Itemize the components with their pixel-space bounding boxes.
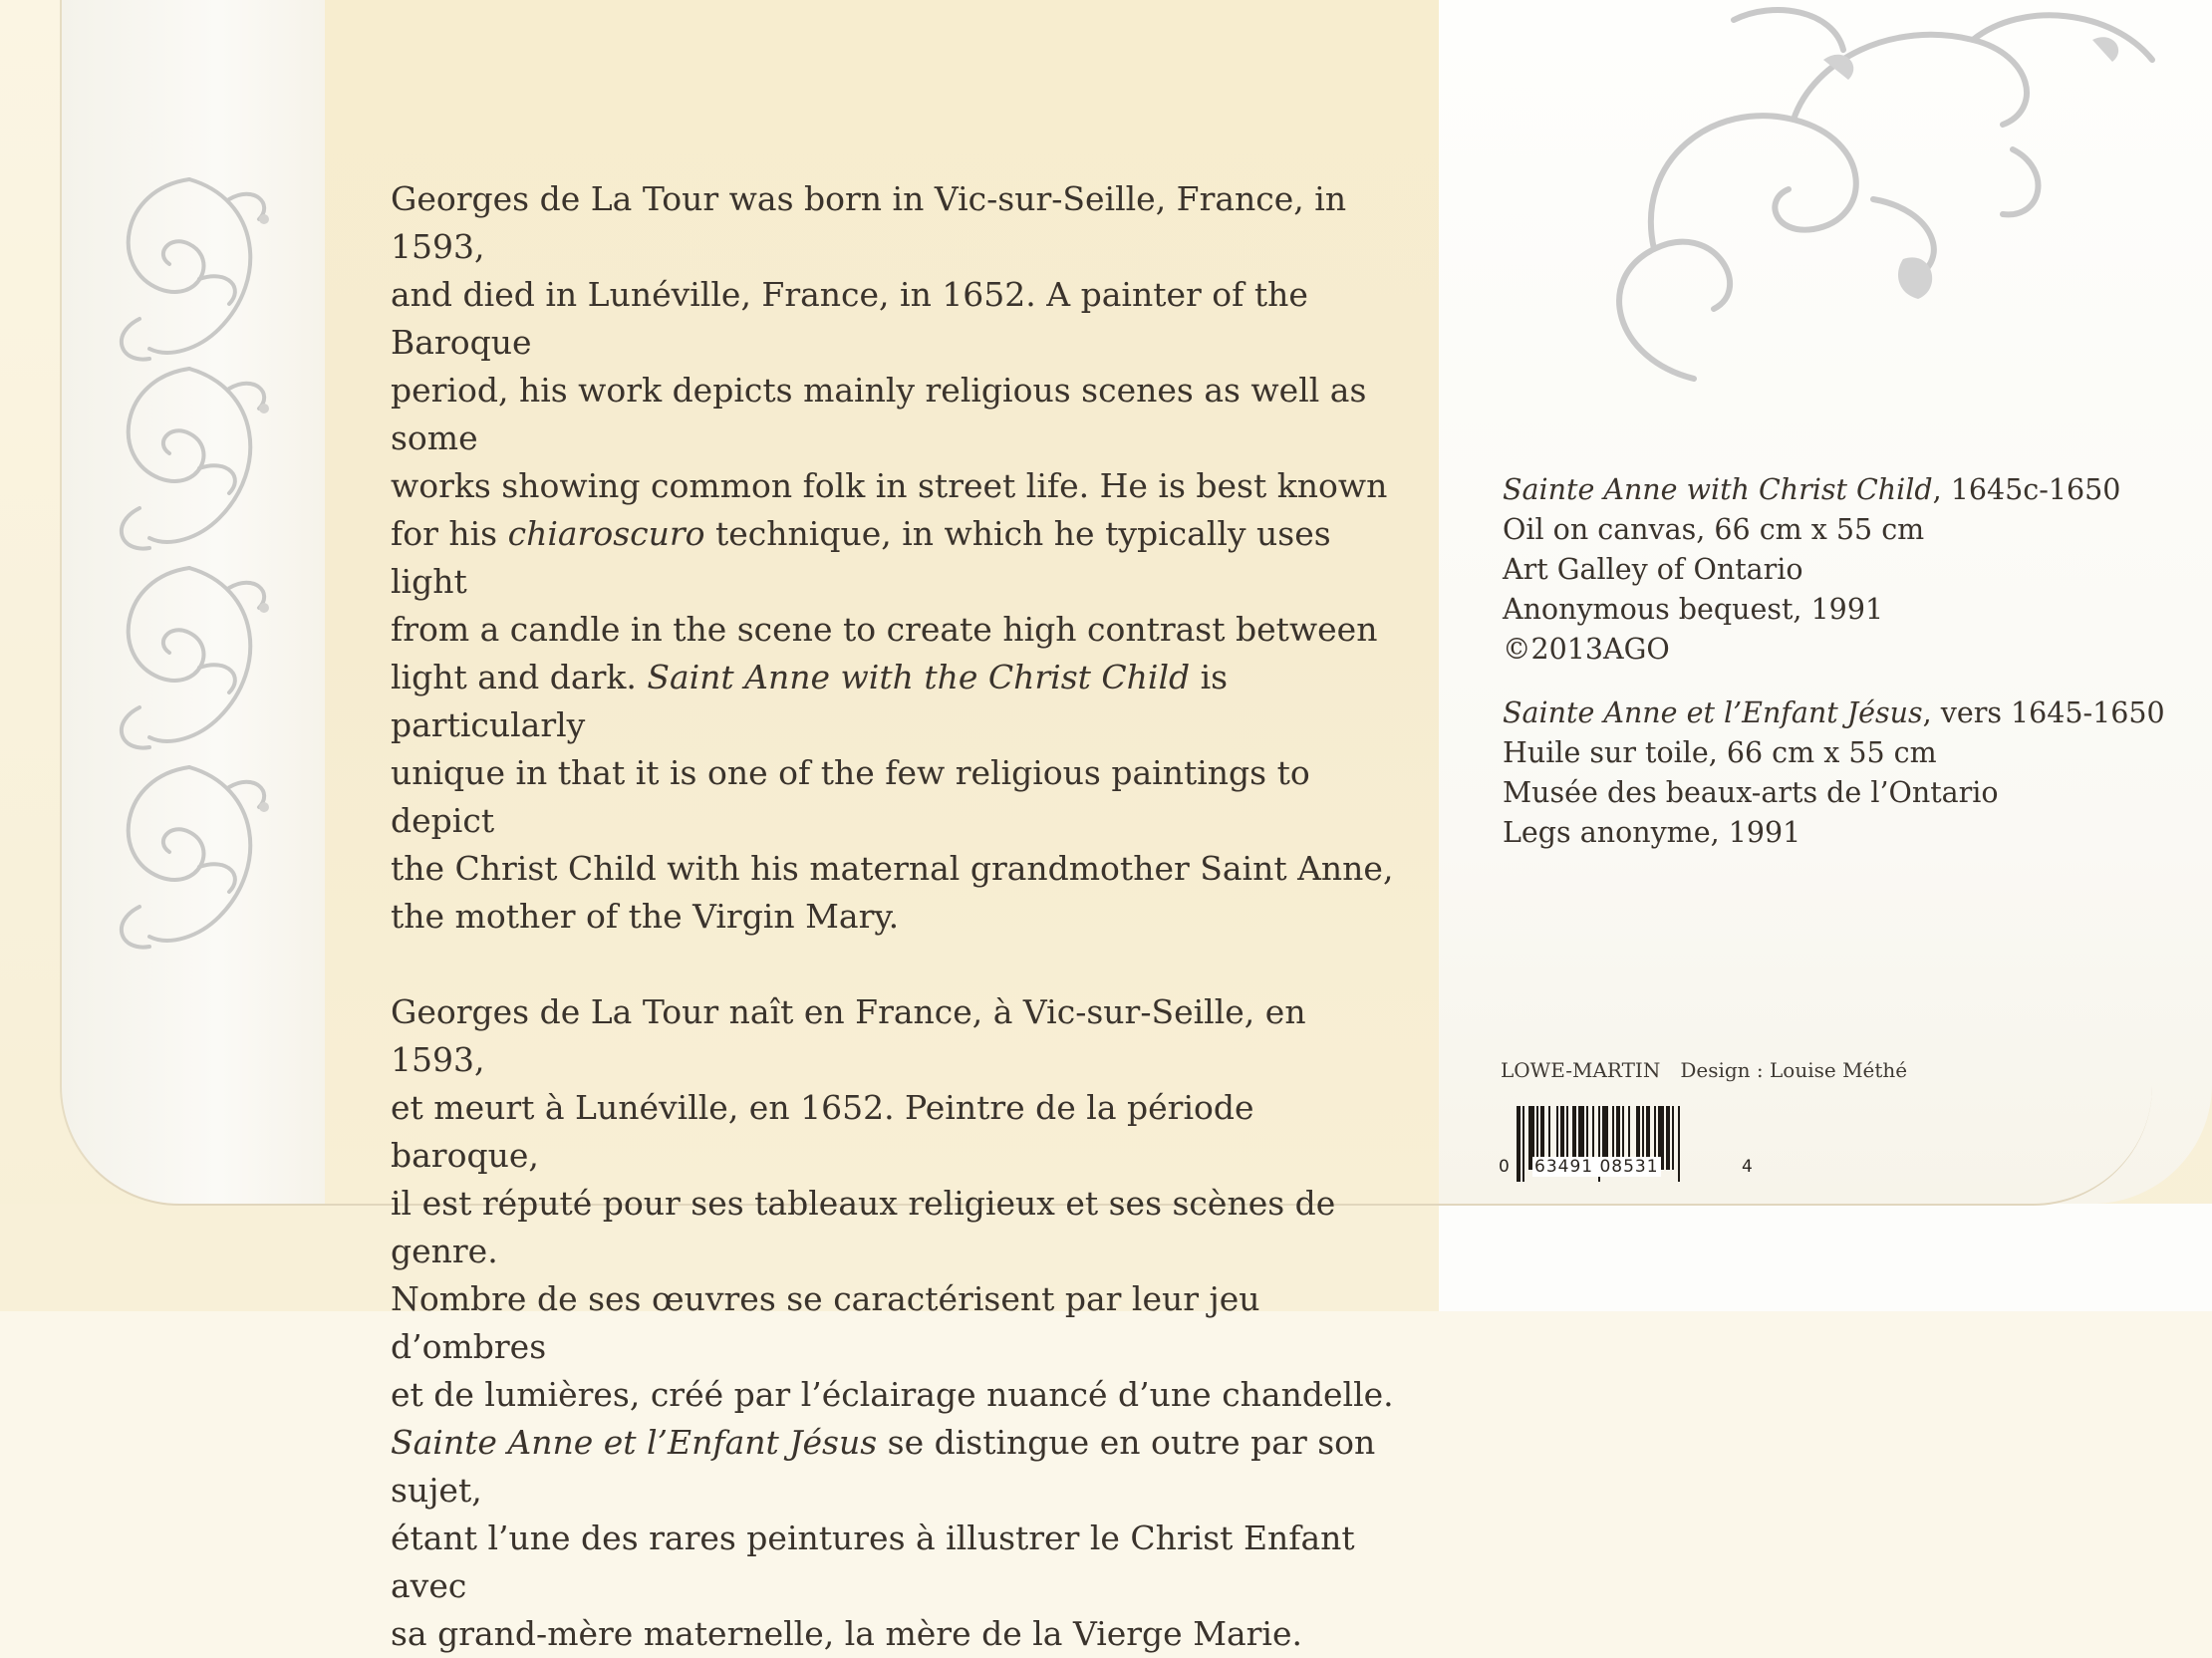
text-run-italic: Saint Anne with the Christ Child <box>647 658 1191 696</box>
barcode-bar <box>1672 1106 1674 1170</box>
designer-credit: Design : Louise Méthé <box>1680 1058 1908 1082</box>
text-run: technique, in which he typically uses light from a candle in the scene to create high contrast between light and dark. <box>391 514 1378 696</box>
text-run: se distingue en outre par son sujet, étant l’une des rares peintures à illustrer le Christ Enfant avec sa grand-mère maternelle, la mère de la Vierge Marie. <box>391 1423 1376 1653</box>
description-english <box>391 175 1397 941</box>
barcode-middle-digits: 63491 08531 <box>1534 1157 1659 1177</box>
caption-french <box>1503 693 2165 853</box>
text-run-italic: chiaroscuro <box>507 514 705 553</box>
barcode-last-digit: 4 <box>1742 1157 1753 1177</box>
scroll-ornament-top-right-icon <box>1574 0 2172 399</box>
caption-title-line <box>1503 470 2140 510</box>
barcode-first-digit: 0 <box>1499 1157 1510 1177</box>
artwork-title: Sainte Anne et l’Enfant Jésus <box>1503 696 1923 729</box>
artwork-medium: Oil on canvas, 66 cm x 55 cm <box>1503 513 1925 546</box>
barcode-bar <box>1522 1106 1524 1182</box>
artwork-date: , vers 1645-1650 <box>1922 696 2165 729</box>
artwork-institution: Musée des beaux-arts de l’Ontario <box>1503 776 1999 809</box>
scroll-ornament-left-icon <box>80 159 299 1056</box>
text-run: Georges de La Tour was born in Vic-sur-Seille, France, in 1593, and died in Lunéville, France, in 1652. A painter of the Baroque period, his work depicts mainly religious scenes as well as some works showing common folk in street life. He is best known for his <box>391 179 1388 553</box>
text-run: Georges de La Tour naît en France, à Vic-sur-Seille, en 1593, et meurt à Lunéville, en 1652. Peintre de la période baroque, il est réputé pour ses tableaux religieux et ses scènes de genre. Nombre de ses œuvres se caractérisent par leur jeu d’ombres et de lumières, créé par l’éclairage nuancé d’une chandelle. <box>391 992 1394 1414</box>
artwork-provenance: Anonymous bequest, 1991 <box>1503 593 1884 626</box>
barcode-bar <box>1666 1106 1670 1170</box>
barcode-bar <box>1517 1106 1521 1182</box>
artwork-copyright: ©2013AGO <box>1503 633 1670 666</box>
artwork-date: , 1645c-1650 <box>1932 473 2121 506</box>
bottom-right-white <box>1439 1204 2212 1311</box>
barcode-bar <box>1678 1106 1680 1182</box>
artwork-medium: Huile sur toile, 66 cm x 55 cm <box>1503 736 1937 769</box>
artwork-title: Sainte Anne with Christ Child <box>1503 473 1933 506</box>
printer-credit <box>1501 1058 1907 1082</box>
text-run-italic: Sainte Anne et l’Enfant Jésus <box>391 1423 878 1462</box>
caption-title-line <box>1503 693 2165 733</box>
description-french <box>391 988 1397 1658</box>
printer-name: LOWE-MARTIN <box>1501 1058 1661 1082</box>
description-text <box>391 175 1397 1658</box>
text-run: is particularly unique in that it is one of the few religious paintings to depict the Christ Child with his maternal grandmother Saint Anne, the mother of the Virgin Mary. <box>391 658 1394 936</box>
artwork-provenance: Legs anonyme, 1991 <box>1503 816 1801 849</box>
caption-english <box>1503 470 2140 670</box>
artwork-institution: Art Galley of Ontario <box>1503 553 1803 586</box>
